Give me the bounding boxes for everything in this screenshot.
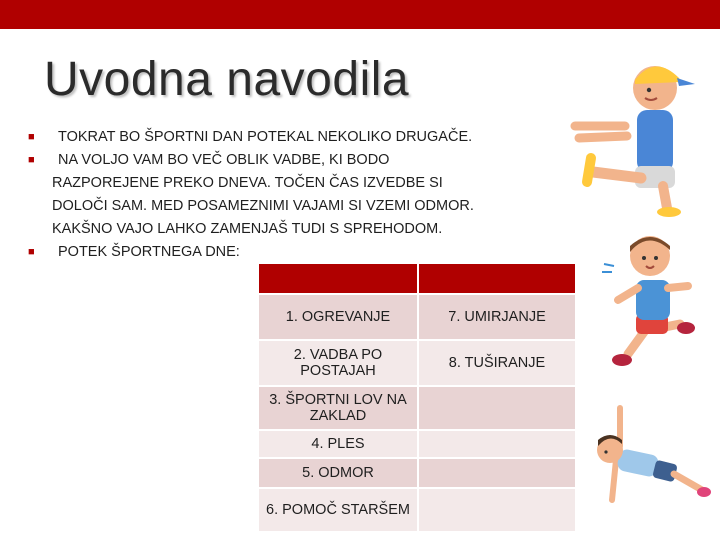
bullet-icon: ■ (28, 246, 35, 258)
table-row (259, 489, 575, 531)
boy-exercising-illustration (555, 48, 705, 218)
girl-side-plank-illustration (592, 404, 712, 514)
table-row (259, 387, 575, 429)
table-cell (419, 459, 575, 487)
instructions-list (26, 126, 546, 264)
bullet-text-continued: DOLOČI SAM. MED POSAMEZNIMI VAJAMI SI VZEMI ODMOR. (52, 198, 474, 214)
table-row (259, 295, 575, 339)
table-cell: 7. UMIRJANJE (419, 295, 575, 339)
table-row (259, 341, 575, 385)
header-bar (0, 0, 720, 29)
table-cell: 6. POMOČ STARŠEM (259, 489, 417, 531)
bullet-icon: ■ (28, 131, 35, 143)
bullet-text-continued: KAKŠNO VAJO LAHKO ZAMENJAŠ TUDI S SPREHODOM. (52, 221, 443, 237)
table-cell (419, 387, 575, 429)
bullet-text: NA VOLJO VAM BO VEČ OBLIK VADBE, KI BODO (58, 152, 390, 168)
table-cell (419, 431, 575, 457)
bullet-text: POTEK ŠPORTNEGA DNE: (58, 244, 240, 260)
table-cell: 2. VADBA PO POSTAJAH (259, 341, 417, 385)
table-header-row (259, 264, 575, 293)
table-cell: 3. ŠPORTNI LOV NA ZAKLAD (259, 387, 417, 429)
table-header-cell (259, 264, 417, 293)
bullet-item (26, 241, 546, 264)
table-cell: 4. PLES (259, 431, 417, 457)
bullet-item (26, 126, 546, 149)
slide-title: Uvodna navodila (44, 53, 410, 106)
bullet-text: TOKRAT BO ŠPORTNI DAN POTEKAL NEKOLIKO DRUGAČE. (58, 129, 473, 145)
bullet-icon: ■ (28, 154, 35, 166)
schedule-table (257, 262, 577, 533)
table-cell: 5. ODMOR (259, 459, 417, 487)
boy-running-illustration (598, 228, 708, 378)
table-cell: 8. TUŠIRANJE (419, 341, 575, 385)
table-header-cell (419, 264, 575, 293)
bullet-text-continued: RAZPOREJENE PREKO DNEVA. TOČEN ČAS IZVEDBE SI (52, 175, 443, 191)
bullet-item (26, 149, 546, 241)
table-cell: 1. OGREVANJE (259, 295, 417, 339)
table-row (259, 431, 575, 457)
table-cell (419, 489, 575, 531)
table-row (259, 459, 575, 487)
